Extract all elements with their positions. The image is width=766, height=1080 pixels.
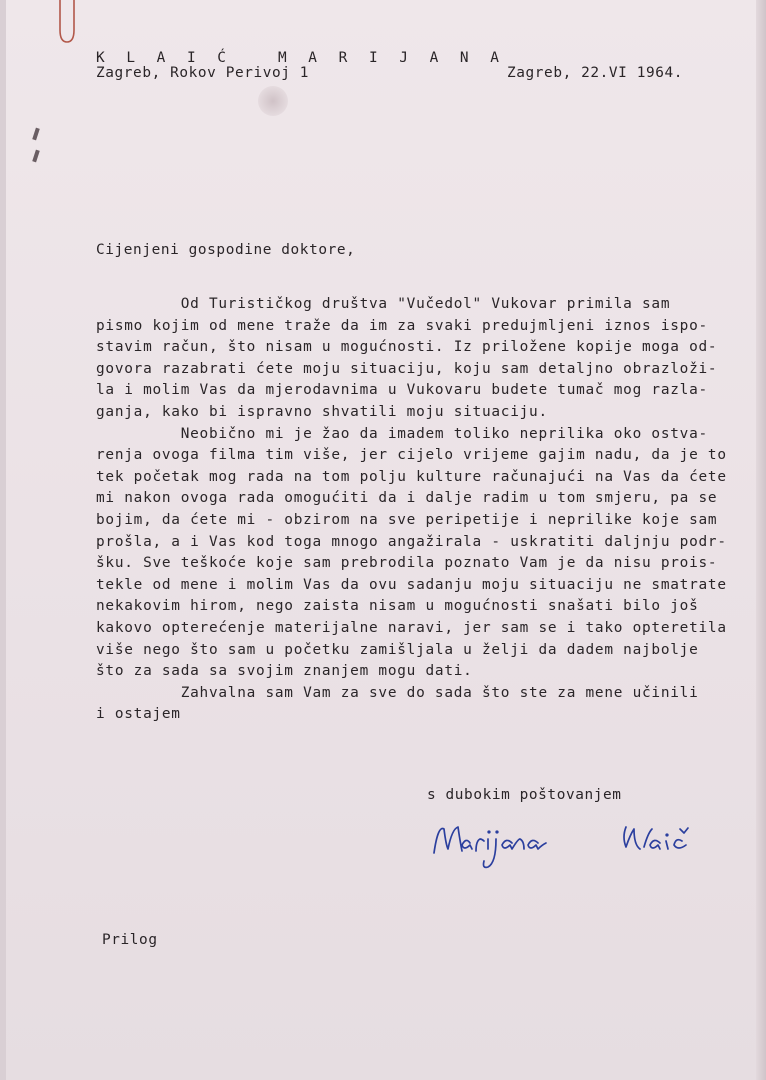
body-line: Od Turističkog društva "Vučedol" Vukovar primila sam: [96, 296, 671, 312]
handwritten-signature: [430, 815, 730, 875]
closing-phrase: s dubokim poštovanjem: [427, 787, 622, 803]
letter-body: [96, 294, 746, 726]
letter-date: Zagreb, 22.VI 1964.: [507, 65, 684, 81]
body-line: više nego što sam u početku zamišljala u želji da dadem najbolje: [96, 641, 699, 658]
margin-mark: [32, 128, 40, 141]
body-line: la i molim Vas da mjerodavnima u Vukovaru budete tumač mog razla-: [96, 382, 708, 399]
body-line: i ostajem: [96, 706, 181, 723]
sender-name: K L A I Ć M A R I J A N A: [96, 50, 506, 66]
punch-hole-mark: [56, 0, 78, 48]
salutation: Cijenjeni gospodine doktore,: [96, 242, 356, 258]
body-line: tek početak mog rada na tom polju kulture računajući na Vas da ćete: [96, 468, 727, 485]
body-line: ganja, kako bi ispravno shvatili moju situaciju.: [96, 403, 548, 420]
body-line: tekle od mene i molim Vas da ovu sadanju moju situaciju ne smatrate: [96, 576, 727, 593]
body-line: pismo kojim od mene traže da im za svaki predujmljeni iznos ispo-: [96, 317, 708, 334]
body-line: što za sada sa svojim znanjem mogu dati.: [96, 663, 473, 680]
body-line: prošla, a i Vas kod toga mnogo angažirala - uskratiti daljnju podr-: [96, 533, 727, 550]
sender-address: Zagreb, Rokov Perivoj 1: [96, 65, 310, 81]
body-line: nekakovim hirom, nego zaista nisam u mogućnosti snašati bilo još: [96, 598, 699, 615]
body-line: Zahvalna sam Vam za sve do sada što ste za mene učinili: [96, 684, 699, 701]
body-line: kakovo opterećenje materijalne naravi, jer sam se i tako opteretila: [96, 619, 727, 636]
body-line: šku. Sve teškoće koje sam prebrodila poznato Vam je da nisu prois-: [96, 555, 718, 572]
body-line: stavim račun, što nisam u mogućnosti. Iz priložene kopije moga od-: [96, 339, 718, 356]
body-line: mi nakon ovoga rada omogućiti da i dalje radim u tom smjeru, pa se: [96, 490, 718, 507]
body-line: renja ovoga filma tim više, jer cijelo vrijeme gajim nadu, da je to: [96, 447, 727, 464]
paper-edge-left: [0, 0, 6, 1080]
body-line: govora razabrati ćete moju situaciju, koju sam detaljno obrazloži-: [96, 360, 718, 377]
margin-mark: [32, 150, 40, 163]
enclosure-note: Prilog: [102, 932, 158, 948]
body-line: Neobično mi je žao da imadem toliko neprilika oko ostva-: [96, 425, 708, 442]
paper-stain: [258, 86, 288, 116]
paper-edge-right: [756, 0, 766, 1080]
body-line: bojim, da ćete mi - obzirom na sve peripetije i neprilike koje sam: [96, 511, 718, 528]
